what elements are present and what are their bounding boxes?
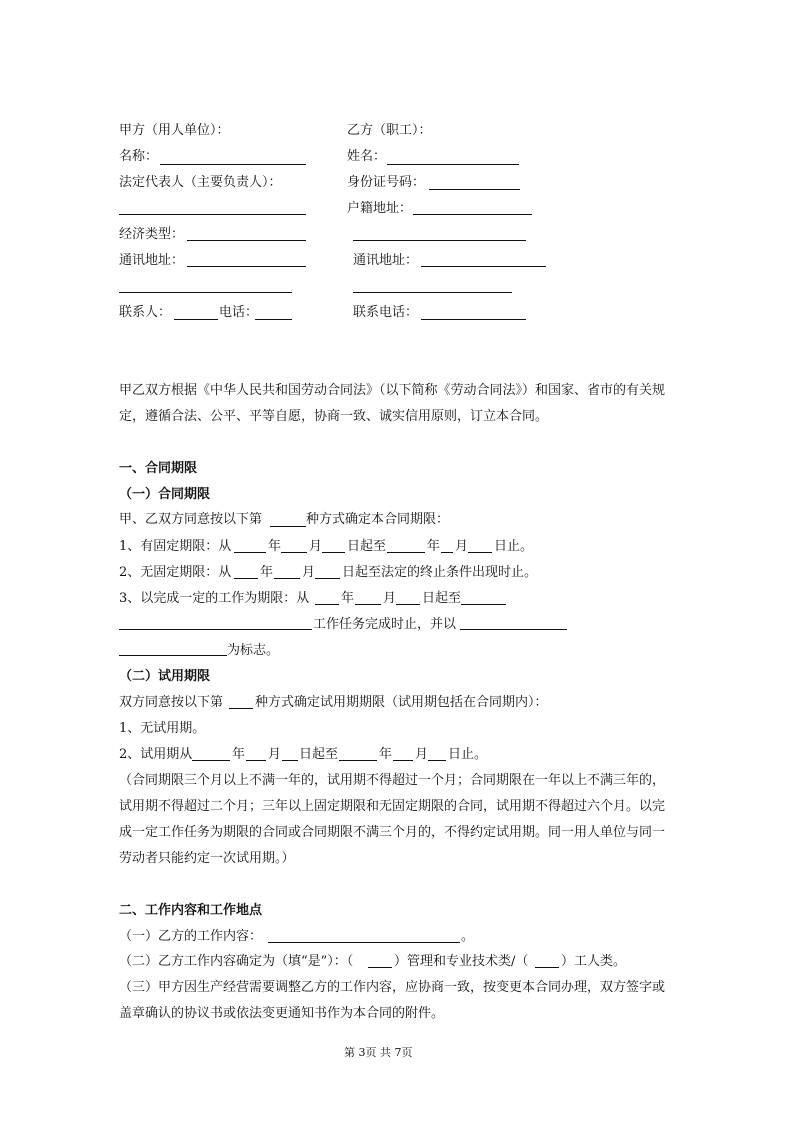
- management-category-field[interactable]: [368, 967, 392, 968]
- phone-a-label: 电话：: [219, 305, 259, 320]
- probation-choose-a: 双方同意按以下第: [119, 695, 224, 710]
- name-label: 名称：: [119, 149, 159, 164]
- intro-line-1: 甲乙双方根据《中华人民共和国劳动合同法》（以下简称《劳动合同法》）和国家、省市的有关规: [119, 383, 666, 398]
- phone-b-label: 联系电话：: [353, 305, 419, 320]
- probation-end-year-field[interactable]: [339, 760, 377, 761]
- name-field[interactable]: [160, 164, 306, 165]
- year-label: 年: [232, 747, 246, 762]
- choose-term-a: 甲、乙双方同意按以下第: [119, 512, 263, 527]
- probation-note-line-3: 成一定工作任务为期限的合同或合同期限不满三个月的，不得约定试用期。同一用人单位与同一: [119, 825, 666, 840]
- address-b-field-2[interactable]: [353, 292, 512, 293]
- address-a-field-2[interactable]: [119, 292, 292, 293]
- month-label: 月: [415, 747, 429, 762]
- choose-term-b: 种方式确定本合同期限：: [306, 512, 450, 527]
- month-label: 月: [383, 591, 397, 606]
- nonfixed-start-day-field[interactable]: [315, 578, 340, 579]
- section-2-title: 二、工作内容和工作地点: [119, 903, 263, 918]
- person-name-field[interactable]: [387, 164, 519, 165]
- task-term-prefix: 3、以完成一定的工作为期限：从: [119, 591, 310, 606]
- worker-category-field[interactable]: [535, 967, 559, 968]
- section-1-sub2-title: （二）试用期限: [119, 669, 211, 684]
- probation-end-month-field[interactable]: [393, 760, 413, 761]
- contact-field[interactable]: [174, 319, 218, 320]
- term-choice-field[interactable]: [270, 526, 306, 527]
- probation-choose-b: 种方式确定试用期期限（试用期包括在合同期内）：: [255, 695, 548, 710]
- work-adjust-line-1: （三）甲方因生产经营需要调整乙方的工作内容，应协商一致，按变更本合同办理，双方签字或: [119, 980, 666, 995]
- year-label: 年: [341, 591, 355, 606]
- page-number: 第 3页 共 7页: [344, 1046, 413, 1059]
- work-category-c: ）工人类。: [561, 954, 627, 969]
- fixed-end-year-field[interactable]: [387, 552, 425, 553]
- address-a-field[interactable]: [187, 266, 306, 267]
- work-category-a: （二）乙方工作内容确定为（填“是”）：（: [119, 954, 354, 969]
- probation-choice-field[interactable]: [229, 708, 253, 709]
- work-content-label: （一）乙方的工作内容：: [119, 929, 263, 944]
- fixed-start-year-field[interactable]: [234, 552, 266, 553]
- day-end-label: 日止。: [494, 539, 534, 554]
- nonfixed-term-prefix: 2、无固定期限：从: [119, 565, 232, 580]
- probation-start-day-field[interactable]: [282, 760, 298, 761]
- work-adjust-line-2: 盖章确认的协议书或依法变更通知书作为本合同的附件。: [119, 1006, 445, 1021]
- contact-label: 联系人：: [119, 305, 172, 320]
- day-from-label: 日起至: [347, 539, 387, 554]
- household-field-2[interactable]: [353, 240, 526, 241]
- task-mark-field[interactable]: [119, 655, 227, 656]
- work-category-b: ）管理和专业技术类/（: [394, 954, 529, 969]
- probation-note-line-4: 劳动者只能约定一次试用期。）: [119, 851, 295, 866]
- task-term-mid: 工作任务完成时止，并以: [313, 617, 457, 632]
- work-content-end: 。: [461, 929, 475, 944]
- month-label: 月: [268, 747, 282, 762]
- nonfixed-start-year-field[interactable]: [234, 578, 258, 579]
- phone-a-field[interactable]: [255, 319, 292, 320]
- month-label: 月: [302, 565, 316, 580]
- task-description-field[interactable]: [119, 629, 312, 630]
- phone-b-field[interactable]: [421, 319, 526, 320]
- household-field[interactable]: [413, 214, 532, 215]
- nonfixed-term-suffix: 日起至法定的终止条件出现时止。: [342, 565, 538, 580]
- nonfixed-start-month-field[interactable]: [274, 578, 300, 579]
- intro-line-2: 定，遵循合法、公平、平等自愿，协商一致、诚实信用原则，订立本合同。: [119, 409, 549, 424]
- id-label: 身份证号码：: [347, 175, 426, 190]
- probation-start-year-field[interactable]: [192, 760, 230, 761]
- year-label: 年: [260, 565, 274, 580]
- month-label: 月: [455, 539, 469, 554]
- person-name-label: 姓名：: [347, 149, 387, 164]
- address-b-label: 通讯地址：: [353, 253, 419, 268]
- probation-start-month-field[interactable]: [246, 760, 266, 761]
- task-start-day-field[interactable]: [396, 604, 420, 605]
- day-end-label: 日止。: [448, 747, 488, 762]
- id-field[interactable]: [429, 189, 520, 190]
- legal-rep-field[interactable]: [119, 214, 306, 215]
- day-from-label: 日起至: [299, 747, 339, 762]
- fixed-start-day-field[interactable]: [322, 552, 345, 553]
- probation-end-day-field[interactable]: [428, 760, 446, 761]
- fixed-end-day-field[interactable]: [468, 552, 492, 553]
- year-label: 年: [427, 539, 441, 554]
- household-label: 户籍地址：: [347, 201, 413, 216]
- address-b-field[interactable]: [421, 266, 546, 267]
- econ-type-label: 经济类型：: [119, 227, 185, 242]
- no-probation: 1、无试用期。: [119, 721, 206, 736]
- probation-note-line-1: （合同期限三个月以上不满一年的，试用期不得超过一个月；合同期限在一年以上不满三年的，: [119, 773, 666, 788]
- task-term-end: 为标志。: [227, 643, 280, 658]
- fixed-start-month-field[interactable]: [281, 552, 307, 553]
- work-content-field[interactable]: [268, 942, 460, 943]
- address-a-label: 通讯地址：: [119, 253, 185, 268]
- fixed-end-month-field[interactable]: [441, 552, 453, 553]
- party-b-title: 乙方（职工）：: [347, 123, 432, 138]
- month-label: 月: [309, 539, 323, 554]
- task-start-month-field[interactable]: [355, 604, 381, 605]
- task-start-year-field[interactable]: [315, 604, 339, 605]
- probation-note-line-2: 试用期不得超过二个月；三年以上固定期限和无固定期限的合同，试用期不得超过六个月。以完: [119, 799, 666, 814]
- party-a-title: 甲方（用人单位）：: [119, 123, 230, 138]
- section-1-sub1-title: （一）合同期限: [119, 487, 211, 502]
- day-from-label: 日起至: [422, 591, 462, 606]
- legal-rep-label: 法定代表人（主要负责人）：: [119, 175, 282, 190]
- fixed-term-prefix: 1、有固定期限：从: [119, 539, 232, 554]
- year-label: 年: [379, 747, 393, 762]
- year-label: 年: [268, 539, 282, 554]
- econ-type-field[interactable]: [187, 240, 306, 241]
- task-end-field[interactable]: [461, 604, 506, 605]
- section-1-title: 一、合同期限: [119, 461, 198, 476]
- probation-prefix: 2、试用期从: [119, 747, 193, 762]
- task-completion-mark-field[interactable]: [460, 629, 567, 630]
